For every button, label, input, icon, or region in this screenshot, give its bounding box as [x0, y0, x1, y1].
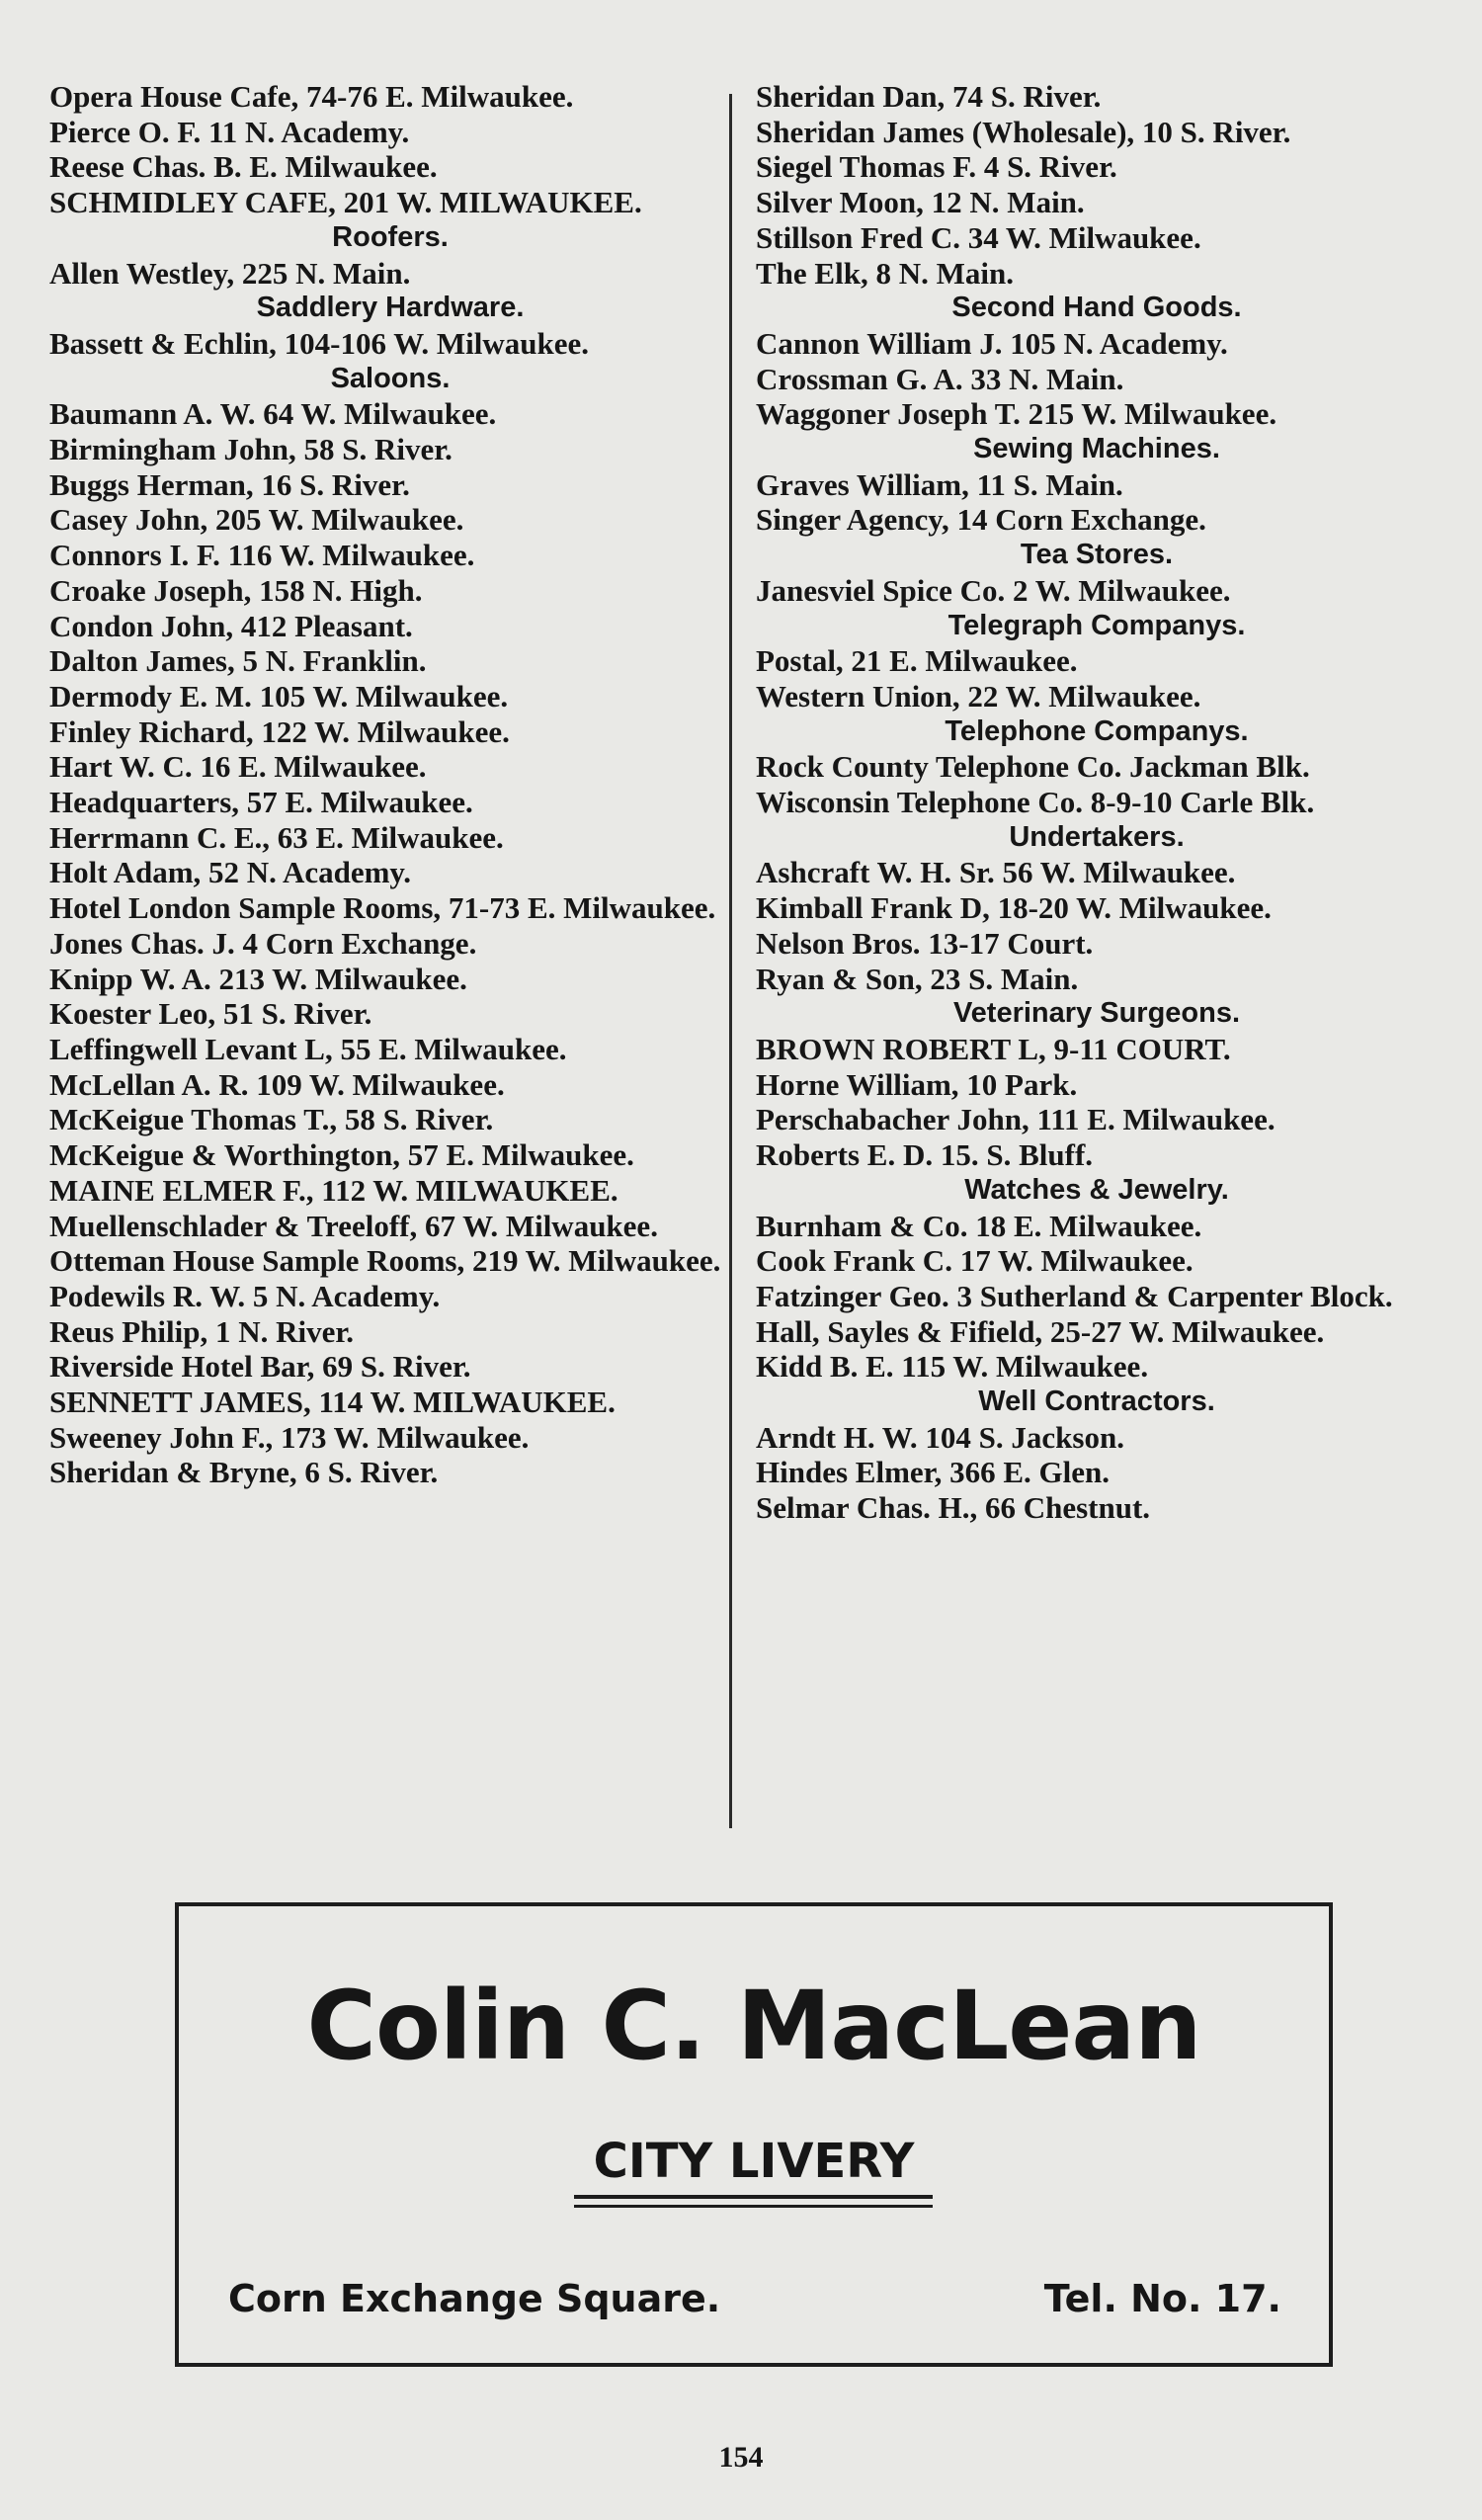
directory-entry: Ashcraft W. H. Sr. 56 W. Milwaukee.: [756, 855, 1236, 890]
directory-entry: Sheridan Dan, 74 S. River.: [756, 79, 1102, 114]
business-underline-second: [574, 2205, 933, 2208]
directory-entry: Postal, 21 E. Milwaukee.: [756, 643, 1078, 679]
directory-entry: Cannon William J. 105 N. Academy.: [756, 325, 1228, 361]
directory-entry: Casey John, 205 W. Milwaukee.: [49, 502, 464, 538]
directory-entry: Muellenschlader & Treeloff, 67 W. Milwaukee.: [49, 1208, 658, 1243]
left-column: [49, 79, 731, 1490]
directory-entry: McKeigue Thomas T., 58 S. River.: [49, 1102, 494, 1137]
directory-entry: Kimball Frank D, 18-20 W. Milwaukee.: [756, 890, 1272, 926]
directory-entry: MAINE ELMER F., 112 W. MILWAUKEE.: [49, 1172, 618, 1208]
category-heading: Saloons.: [330, 362, 451, 394]
directory-entry: Selmar Chas. H., 66 Chestnut.: [756, 1490, 1151, 1526]
directory-entry: Koester Leo, 51 S. River.: [49, 996, 372, 1032]
directory-entry: Birmingham John, 58 S. River.: [49, 432, 453, 467]
directory-entry: Crossman G. A. 33 N. Main.: [756, 361, 1124, 396]
directory-entry: Otteman House Sample Rooms, 219 W. Milwaukee.: [49, 1243, 721, 1279]
business-location: Corn Exchange Square.: [228, 2277, 721, 2320]
directory-entry: Hindes Elmer, 366 E. Glen.: [756, 1455, 1110, 1490]
directory-entry: Sheridan James (Wholesale), 10 S. River.: [756, 114, 1291, 149]
directory-entry: Holt Adam, 52 N. Academy.: [49, 855, 411, 890]
directory-entry: Hall, Sayles & Fifield, 25-27 W. Milwaukee.: [756, 1313, 1325, 1349]
category-heading: Well Contractors.: [978, 1386, 1215, 1418]
directory-entry: Connors I. F. 116 W. Milwaukee.: [49, 538, 475, 573]
directory-entry: Stillson Fred C. 34 W. Milwaukee.: [756, 219, 1201, 255]
directory-entry: Fatzinger Geo. 3 Sutherland & Carpenter Block.: [756, 1278, 1393, 1313]
directory-entry: Nelson Bros. 13-17 Court.: [756, 925, 1094, 961]
directory-entry: Ryan & Son, 23 S. Main.: [756, 961, 1079, 996]
category-heading: Roofers.: [332, 220, 449, 253]
category-heading: Tea Stores.: [1020, 539, 1174, 571]
directory-entry: The Elk, 8 N. Main.: [756, 255, 1014, 291]
category-heading: Veterinary Surgeons.: [952, 997, 1241, 1030]
directory-entry: Riverside Hotel Bar, 69 S. River.: [49, 1349, 471, 1385]
directory-entry: Western Union, 22 W. Milwaukee.: [756, 678, 1201, 714]
directory-entry: Herrmann C. E., 63 E. Milwaukee.: [49, 819, 504, 855]
directory-entry: SENNETT JAMES, 114 W. MILWAUKEE.: [49, 1385, 616, 1420]
directory-entry: Burnham & Co. 18 E. Milwaukee.: [756, 1208, 1202, 1243]
directory-entry: Rock County Telephone Co. Jackman Blk.: [756, 749, 1310, 785]
directory-entry: SCHMIDLEY CAFE, 201 W. MILWAUKEE.: [49, 185, 642, 220]
directory-entry: Baumann A. W. 64 W. Milwaukee.: [49, 396, 497, 432]
directory-entry: Knipp W. A. 213 W. Milwaukee.: [49, 961, 467, 996]
category-heading: Second Hand Goods.: [951, 292, 1242, 324]
directory-entry: Dermody E. M. 105 W. Milwaukee.: [49, 678, 509, 714]
directory-entry: Cook Frank C. 17 W. Milwaukee.: [756, 1243, 1194, 1279]
business-underline: [574, 2195, 933, 2199]
business-telephone: Tel. No. 17.: [1043, 2277, 1281, 2320]
directory-entry: Leffingwell Levant L, 55 E. Milwaukee.: [49, 1031, 567, 1066]
directory-entry: Reese Chas. B. E. Milwaukee.: [49, 149, 438, 185]
directory-entry: Bassett & Echlin, 104-106 W. Milwaukee.: [49, 325, 589, 361]
advertiser-name: Colin C. MacLean: [306, 1971, 1201, 2081]
advertisement-box: [175, 1902, 1333, 2367]
directory-entry: Headquarters, 57 E. Milwaukee.: [49, 785, 473, 820]
directory-entry: BROWN ROBERT L, 9-11 COURT.: [756, 1031, 1231, 1066]
category-heading: Telephone Companys.: [945, 714, 1249, 747]
column-divider: [729, 94, 732, 1828]
directory-entry: Wisconsin Telephone Co. 8-9-10 Carle Blk.: [756, 785, 1315, 820]
right-column: [756, 79, 1438, 1526]
directory-entry: Jones Chas. J. 4 Corn Exchange.: [49, 925, 477, 961]
directory-entry: Siegel Thomas F. 4 S. River.: [756, 149, 1117, 185]
directory-entry: Hart W. C. 16 E. Milwaukee.: [49, 749, 427, 785]
category-heading: Sewing Machines.: [973, 433, 1220, 465]
directory-entry: Hotel London Sample Rooms, 71-73 E. Milwaukee.: [49, 890, 716, 926]
directory-entry: Horne William, 10 Park.: [756, 1066, 1078, 1102]
directory-entry: Dalton James, 5 N. Franklin.: [49, 643, 427, 679]
directory-entry: Allen Westley, 225 N. Main.: [49, 255, 411, 291]
directory-entry: Podewils R. W. 5 N. Academy.: [49, 1278, 441, 1313]
directory-entry: Waggoner Joseph T. 215 W. Milwaukee.: [756, 396, 1277, 432]
category-heading: Watches & Jewelry.: [964, 1173, 1229, 1206]
directory-entry: Janesviel Spice Co. 2 W. Milwaukee.: [756, 572, 1231, 608]
directory-entry: Roberts E. D. 15. S. Bluff.: [756, 1137, 1094, 1173]
directory-entry: Finley Richard, 122 W. Milwaukee.: [49, 714, 510, 749]
directory-entry: Condon John, 412 Pleasant.: [49, 608, 413, 643]
directory-entry: Pierce O. F. 11 N. Academy.: [49, 114, 410, 149]
directory-entry: Sheridan & Bryne, 6 S. River.: [49, 1455, 439, 1490]
directory-entry: Croake Joseph, 158 N. High.: [49, 572, 423, 608]
directory-entry: Silver Moon, 12 N. Main.: [756, 185, 1085, 220]
directory-entry: McKeigue & Worthington, 57 E. Milwaukee.: [49, 1137, 634, 1173]
directory-entry: Buggs Herman, 16 S. River.: [49, 466, 410, 502]
category-heading: Telegraph Companys.: [947, 609, 1246, 641]
category-heading: Saddlery Hardware.: [256, 292, 525, 324]
business-name: CITY LIVERY: [593, 2134, 915, 2189]
directory-entry: Graves William, 11 S. Main.: [756, 466, 1123, 502]
directory-entry: Arndt H. W. 104 S. Jackson.: [756, 1419, 1124, 1455]
directory-entry: Perschabacher John, 111 E. Milwaukee.: [756, 1102, 1276, 1137]
directory-entry: Kidd B. E. 115 W. Milwaukee.: [756, 1349, 1149, 1385]
directory-entry: Sweeney John F., 173 W. Milwaukee.: [49, 1419, 530, 1455]
directory-entry: Opera House Cafe, 74-76 E. Milwaukee.: [49, 79, 574, 114]
directory-entry: Reus Philip, 1 N. River.: [49, 1313, 355, 1349]
directory-entry: McLellan A. R. 109 W. Milwaukee.: [49, 1066, 505, 1102]
directory-entry: Singer Agency, 14 Corn Exchange.: [756, 502, 1206, 538]
page-number: 154: [718, 2441, 764, 2474]
category-heading: Undertakers.: [1009, 820, 1185, 853]
